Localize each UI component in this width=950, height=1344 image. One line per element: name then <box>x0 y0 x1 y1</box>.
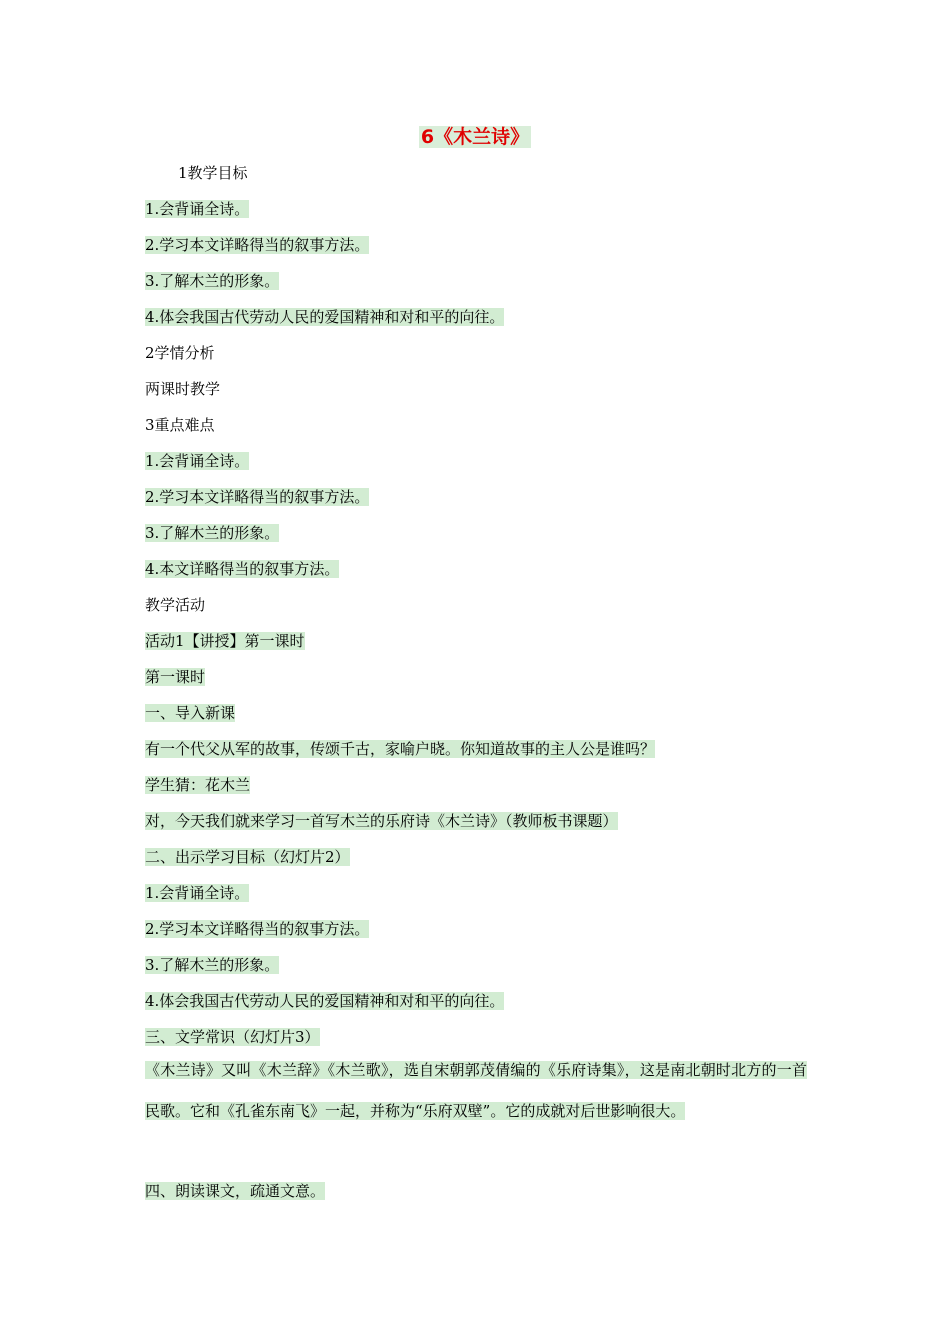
intro-text: 有一个代父从军的故事，传颂千古，家喻户晓。你知道故事的主人公是谁吗？ <box>145 740 656 758</box>
literature-paragraph: 《木兰诗》又叫《木兰辞》《木兰歌》，选自宋朝郭茂倩编的《乐府诗集》，这是南北朝时北方的一首民歌。它和《孔雀东南飞》一起，并称为“乐府双壁”。它的成就对后世影响很大。 <box>145 1061 807 1120</box>
lesson-1-heading: 第一课时 <box>145 668 206 686</box>
step-3-heading: 三、文学常识（幻灯片3） <box>145 1028 320 1046</box>
student-guess-text: 学生猜：花木兰 <box>145 776 251 794</box>
section-teaching-goals-heading: 1教学目标 <box>178 164 248 182</box>
goal-item: 3.了解木兰的形象。 <box>145 956 280 974</box>
section-learning-analysis-heading: 2学情分析 <box>145 344 215 362</box>
key-point-item: 1.会背诵全诗。 <box>145 452 250 470</box>
activity-1-heading: 活动1【讲授】第一课时 <box>145 632 305 650</box>
goal-item: 1.会背诵全诗。 <box>145 200 250 218</box>
goal-item: 2.学习本文详略得当的叙事方法。 <box>145 920 370 938</box>
document-title <box>0 124 950 150</box>
goal-item: 4.体会我国古代劳动人民的爱国精神和对和平的向往。 <box>145 992 505 1010</box>
step-1-heading: 一、导入新课 <box>145 704 236 722</box>
goal-item: 1.会背诵全诗。 <box>145 884 250 902</box>
activities-heading: 教学活动 <box>145 596 206 614</box>
section-key-points-heading: 3重点难点 <box>145 416 215 434</box>
key-point-item: 3.了解木兰的形象。 <box>145 524 280 542</box>
learning-analysis-text: 两课时教学 <box>145 380 221 398</box>
goal-item: 3.了解木兰的形象。 <box>145 272 280 290</box>
step-4-heading: 四、朗读课文，疏通文意。 <box>145 1182 326 1200</box>
document-title-text: 6《木兰诗》 <box>420 126 530 148</box>
goal-item: 4.体会我国古代劳动人民的爱国精神和对和平的向往。 <box>145 308 505 326</box>
goal-item: 2.学习本文详略得当的叙事方法。 <box>145 236 370 254</box>
key-point-item: 2.学习本文详略得当的叙事方法。 <box>145 488 370 506</box>
teacher-text: 对，今天我们就来学习一首写木兰的乐府诗《木兰诗》（教师板书课题） <box>145 812 618 830</box>
key-point-item: 4.本文详略得当的叙事方法。 <box>145 560 340 578</box>
step-2-heading: 二、出示学习目标（幻灯片2） <box>145 848 350 866</box>
